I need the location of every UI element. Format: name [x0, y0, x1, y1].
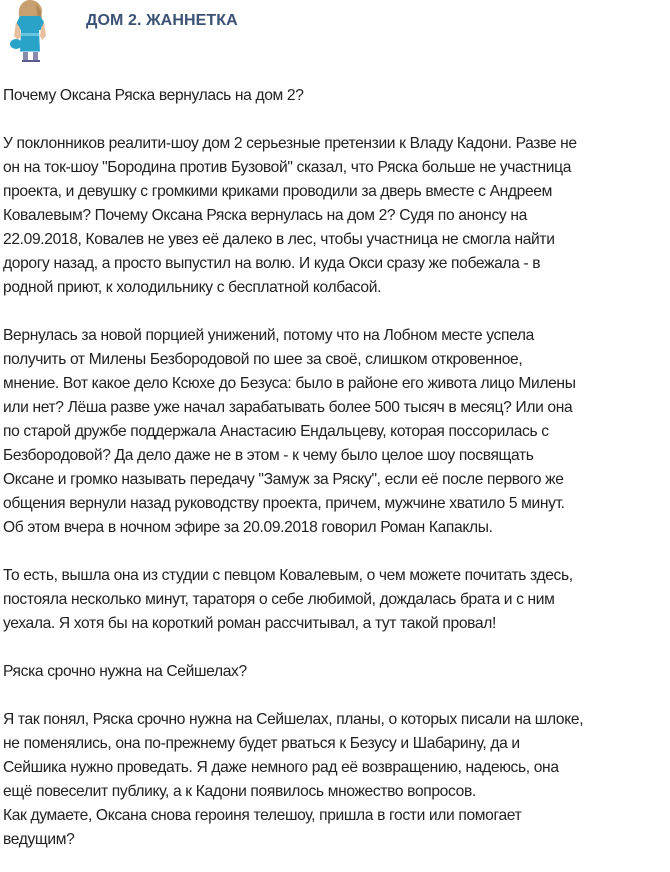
- text-line: проекта, и девушку с громкими криками проводили за дверь вместе с Андреем: [3, 183, 552, 200]
- avatar[interactable]: [6, 0, 56, 66]
- text-line: дорогу назад, а просто выпустил на волю. И куда Окси сразу же побежала - в: [3, 255, 541, 272]
- text-line: У поклонников реалити-шоу дом 2 серьезные претензии к Владу Кадони. Разве не: [3, 135, 577, 152]
- text-line: Почему Оксана Ряска вернулась на дом 2?: [3, 87, 304, 104]
- post-header: [0, 0, 670, 70]
- text-line: Ряска срочно нужна на Сейшелах?: [3, 663, 247, 680]
- text-line: или нет? Лёша разве уже начал зарабатывать более 500 тысяч в месяц? Или она: [3, 399, 573, 416]
- article-paragraph: [3, 708, 667, 852]
- article-paragraph-heading: [3, 84, 667, 108]
- text-line: Об этом вчера в ночном эфире за 20.09.2018 говорил Роман Капаклы.: [3, 519, 493, 536]
- text-line: ещё повеселит публику, а к Кадони появилось множество вопросов.: [3, 783, 476, 800]
- text-line: по старой дружбе поддержала Анастасию Ендальцеву, которая поссорилась с: [3, 423, 549, 440]
- text-line: 22.09.2018, Ковалев не увез её далеко в лес, чтобы участница не смогла найти: [3, 231, 555, 248]
- text-line: Безбородовой? Да дело даже не в этом - к чему было целое шоу посвящать: [3, 447, 534, 464]
- text-line: Вернулась за новой порцией унижений, потому что на Лобном месте успела: [3, 327, 534, 344]
- text-line: Ковалевым? Почему Оксана Ряска вернулась на дом 2? Судя по анонсу на: [3, 207, 527, 224]
- article-paragraph-subheading: [3, 660, 667, 684]
- avatar-girl-icon: [6, 0, 56, 66]
- group-title[interactable]: ДОМ 2. ЖАННЕТКА: [86, 12, 238, 29]
- text-line: родной приют, к холодильнику с бесплатной колбасой.: [3, 279, 382, 296]
- text-line: ведущим?: [3, 831, 75, 848]
- text-line: мнение. Вот какое дело Ксюхе до Безуса: было в районе его живота лицо Милены: [3, 375, 576, 392]
- text-line: Я так понял, Ряска срочно нужна на Сейшелах, планы, о которых писали на шлоке,: [3, 711, 584, 728]
- article-body: [3, 84, 667, 852]
- text-line: он на ток-шоу "Бородина против Бузовой" сказал, что Ряска больше не участница: [3, 159, 572, 176]
- text-line: уехала. Я хотя бы на короткий роман рассчитывал, а тут такой провал!: [3, 615, 496, 632]
- article-paragraph: [3, 324, 667, 540]
- text-line: Сейшика нужно проведать. Я даже немного рад её возвращению, надеюсь, она: [3, 759, 559, 776]
- text-line: То есть, вышла она из студии с певцом Ковалевым, о чем можете почитать здесь,: [3, 567, 573, 584]
- text-line: Оксане и громко называть передачу "Замуж за Ряску", если её после первого же: [3, 471, 564, 488]
- text-line: Как думаете, Оксана снова героиня телешоу, пришла в гости или помогает: [3, 807, 522, 824]
- text-line: общения вернули назад руководству проекта, причем, мужчине хватило 5 минут.: [3, 495, 565, 512]
- article-paragraph: [3, 132, 667, 300]
- text-line: не поменялись, она по-прежнему будет рваться к Безусу и Шабарину, да и: [3, 735, 520, 752]
- article-paragraph: [3, 564, 667, 636]
- text-line: постояла несколько минут, тараторя о себе любимой, дождалась брата и с ним: [3, 591, 555, 608]
- text-line: получить от Милены Безбородовой по шее за своё, слишком откровенное,: [3, 351, 523, 368]
